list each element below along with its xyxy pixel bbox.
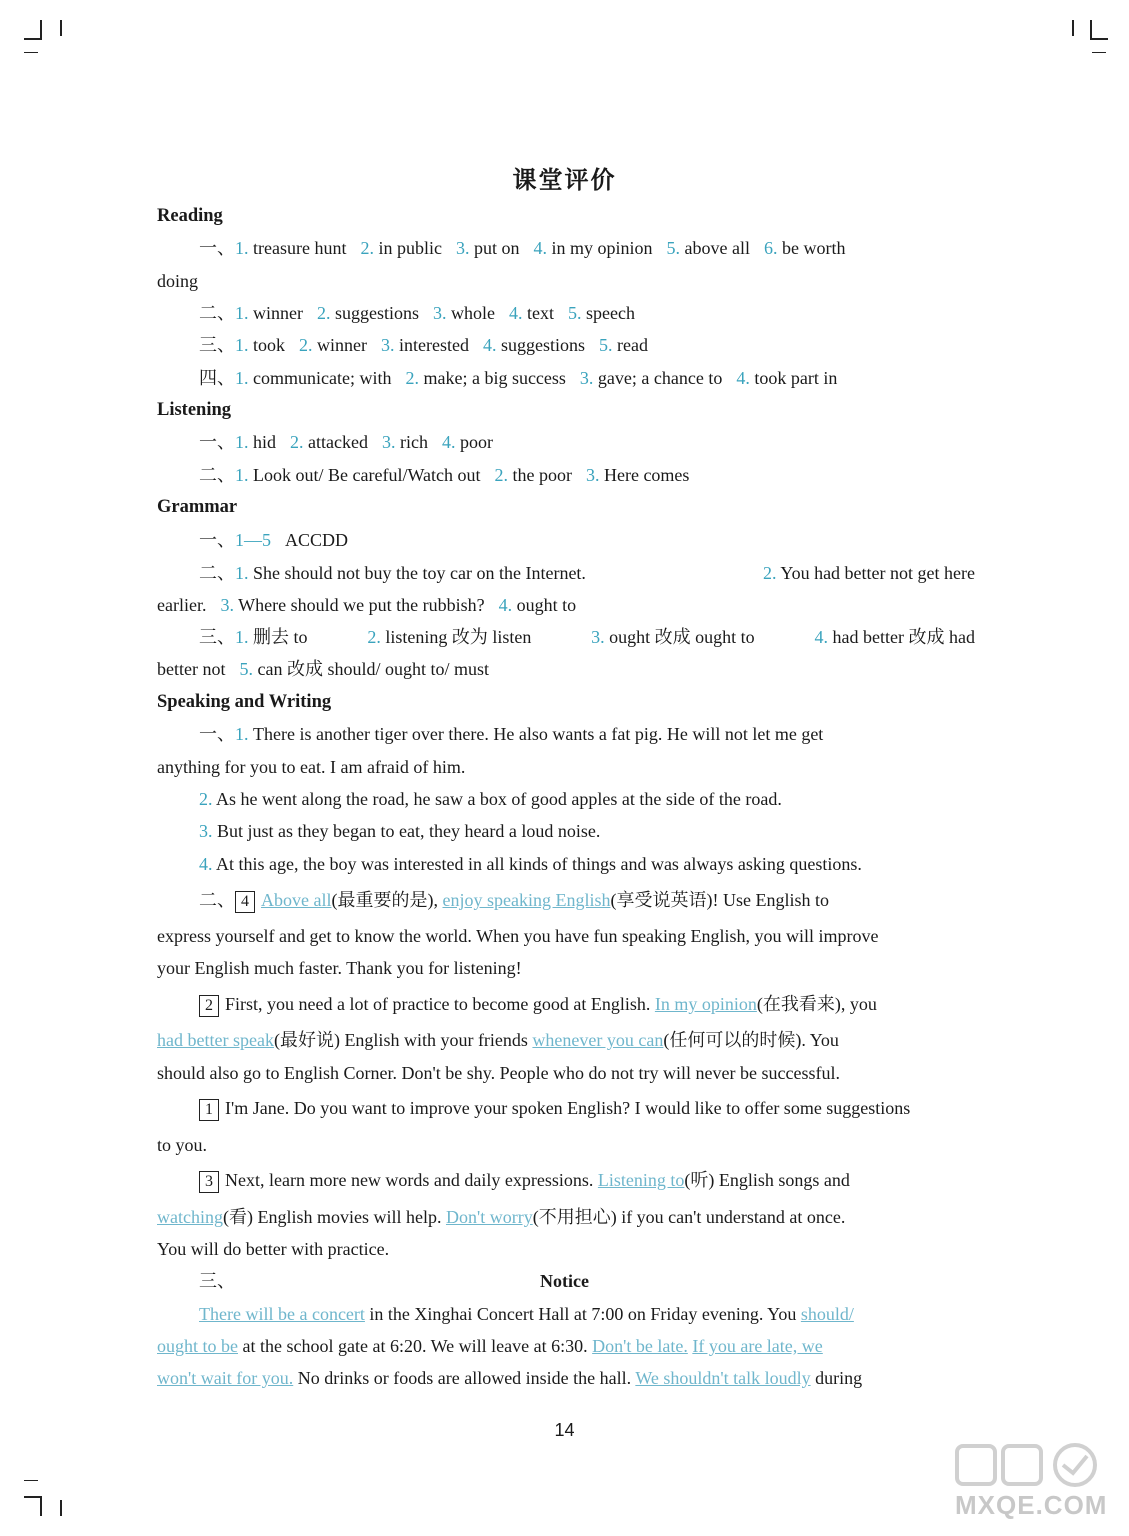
crop-mark: [1072, 20, 1074, 36]
speaking-q3-label: 三、: [199, 1271, 235, 1291]
paragraph-order-box: 4: [235, 891, 255, 913]
notice-line2: ought to be at the school gate at 6:20. We will leave at 6:30. Don't be late. If you are late, we: [157, 1336, 823, 1356]
speaking-p3-line3: You will do better with practice.: [157, 1239, 390, 1259]
section-heading-reading: Reading: [157, 206, 223, 226]
crop-mark: [60, 20, 62, 36]
paragraph-order-box: 3: [199, 1171, 219, 1193]
crop-mark: [1092, 52, 1106, 53]
listening-q1: 一、1. hid 2. attacked 3. rich 4. poor: [199, 432, 493, 452]
grammar-q2-cont: earlier. 3. Where should we put the rubbish? 4. ought to: [157, 595, 577, 615]
notice-line3: won't wait for you. No drinks or foods are allowed inside the hall. We shouldn't talk loudly during: [157, 1368, 863, 1388]
notice-title: Notice: [540, 1271, 589, 1291]
speaking-q1-s1: 一、1. There is another tiger over there. He also wants a fat pig. He will not let me get: [199, 724, 824, 744]
speaking-p2-line3: should also go to English Corner. Don't be shy. People who do not try will never be successful.: [157, 1063, 840, 1083]
speaking-p3: 3 Next, learn more new words and daily expressions. Listening to(听) English songs and: [199, 1167, 975, 1193]
grammar-q3: 三、1. 删去 to 2. listening 改为 listen 3. ought 改成 ought to 4. had better 改成 had: [199, 627, 975, 647]
crop-mark: [24, 1480, 38, 1481]
speaking-p3-line2: watching(看) English movies will help. Don't worry(不用担心) if you can't understand at once.: [157, 1207, 846, 1227]
reading-q1-cont: doing: [157, 271, 199, 291]
grammar-q3-cont: better not 5. can 改成 should/ ought to/ must: [157, 659, 489, 679]
crop-mark: [1090, 20, 1092, 40]
speaking-q1-s3: 3. But just as they began to eat, they heard a loud noise.: [199, 821, 601, 841]
section-heading-grammar: Grammar: [157, 497, 238, 517]
crop-mark: [40, 1496, 42, 1516]
paragraph-order-box: 2: [199, 995, 219, 1017]
paragraph-order-box: 1: [199, 1099, 219, 1121]
crop-mark: [60, 1500, 62, 1516]
watermark-text: MXQE.COM: [955, 1490, 1108, 1520]
page-number: 14: [554, 1420, 575, 1440]
grammar-q2: 二、1. She should not buy the toy car on the Internet. 2. You had better not get here: [199, 563, 975, 583]
speaking-p1: 1 I'm Jane. Do you want to improve your spoken English? I would like to offer some suggestions: [199, 1095, 975, 1121]
speaking-p2: 2 First, you need a lot of practice to become good at English. In my opinion(在我看来), you: [199, 991, 975, 1017]
notice-line1: There will be a concert in the Xinghai Concert Hall at 7:00 on Friday evening. You should/: [199, 1304, 854, 1324]
reading-q1: 一、1. treasure hunt 2. in public 3. put on 4. in my opinion 5. above all 6. be worth: [199, 238, 846, 258]
section-heading-listening: Listening: [157, 400, 232, 420]
section-heading-speaking: Speaking and Writing: [157, 692, 332, 712]
crop-mark: [24, 52, 38, 53]
speaking-p4-line3: your English much faster. Thank you for listening!: [157, 958, 522, 978]
page-title: 课堂评价: [512, 165, 617, 194]
speaking-p1-line2: to you.: [157, 1135, 208, 1155]
speaking-q1-s4: 4. At this age, the boy was interested in all kinds of things and was always asking questions.: [199, 854, 862, 874]
grammar-q1: 一、1—5 ACCDD: [199, 530, 349, 550]
reading-q3: 三、1. took 2. winner 3. interested 4. suggestions 5. read: [199, 335, 648, 355]
speaking-p4-line2: express yourself and get to know the world. When you have fun speaking English, you will improve: [157, 926, 879, 946]
speaking-p4: 二、 4 Above all(最重要的是), enjoy speaking English(享受说英语)! Use English to: [199, 887, 975, 913]
crop-mark: [1090, 38, 1108, 40]
watermark-logo-icon: [955, 1440, 1115, 1490]
listening-q2: 二、1. Look out/ Be careful/Watch out 2. the poor 3. Here comes: [199, 465, 690, 485]
reading-q4: 四、1. communicate; with 2. make; a big success 3. gave; a chance to 4. took part in: [199, 368, 838, 388]
speaking-p2-line2: had better speak(最好说) English with your friends whenever you can(任何可以的时候). You: [157, 1030, 839, 1050]
crop-mark: [40, 20, 42, 40]
speaking-q1-s2: 2. As he went along the road, he saw a box of good apples at the side of the road.: [199, 789, 782, 809]
speaking-q1-s1-cont: anything for you to eat. I am afraid of him.: [157, 757, 466, 777]
reading-q2: 二、1. winner 2. suggestions 3. whole 4. text 5. speech: [199, 303, 635, 323]
